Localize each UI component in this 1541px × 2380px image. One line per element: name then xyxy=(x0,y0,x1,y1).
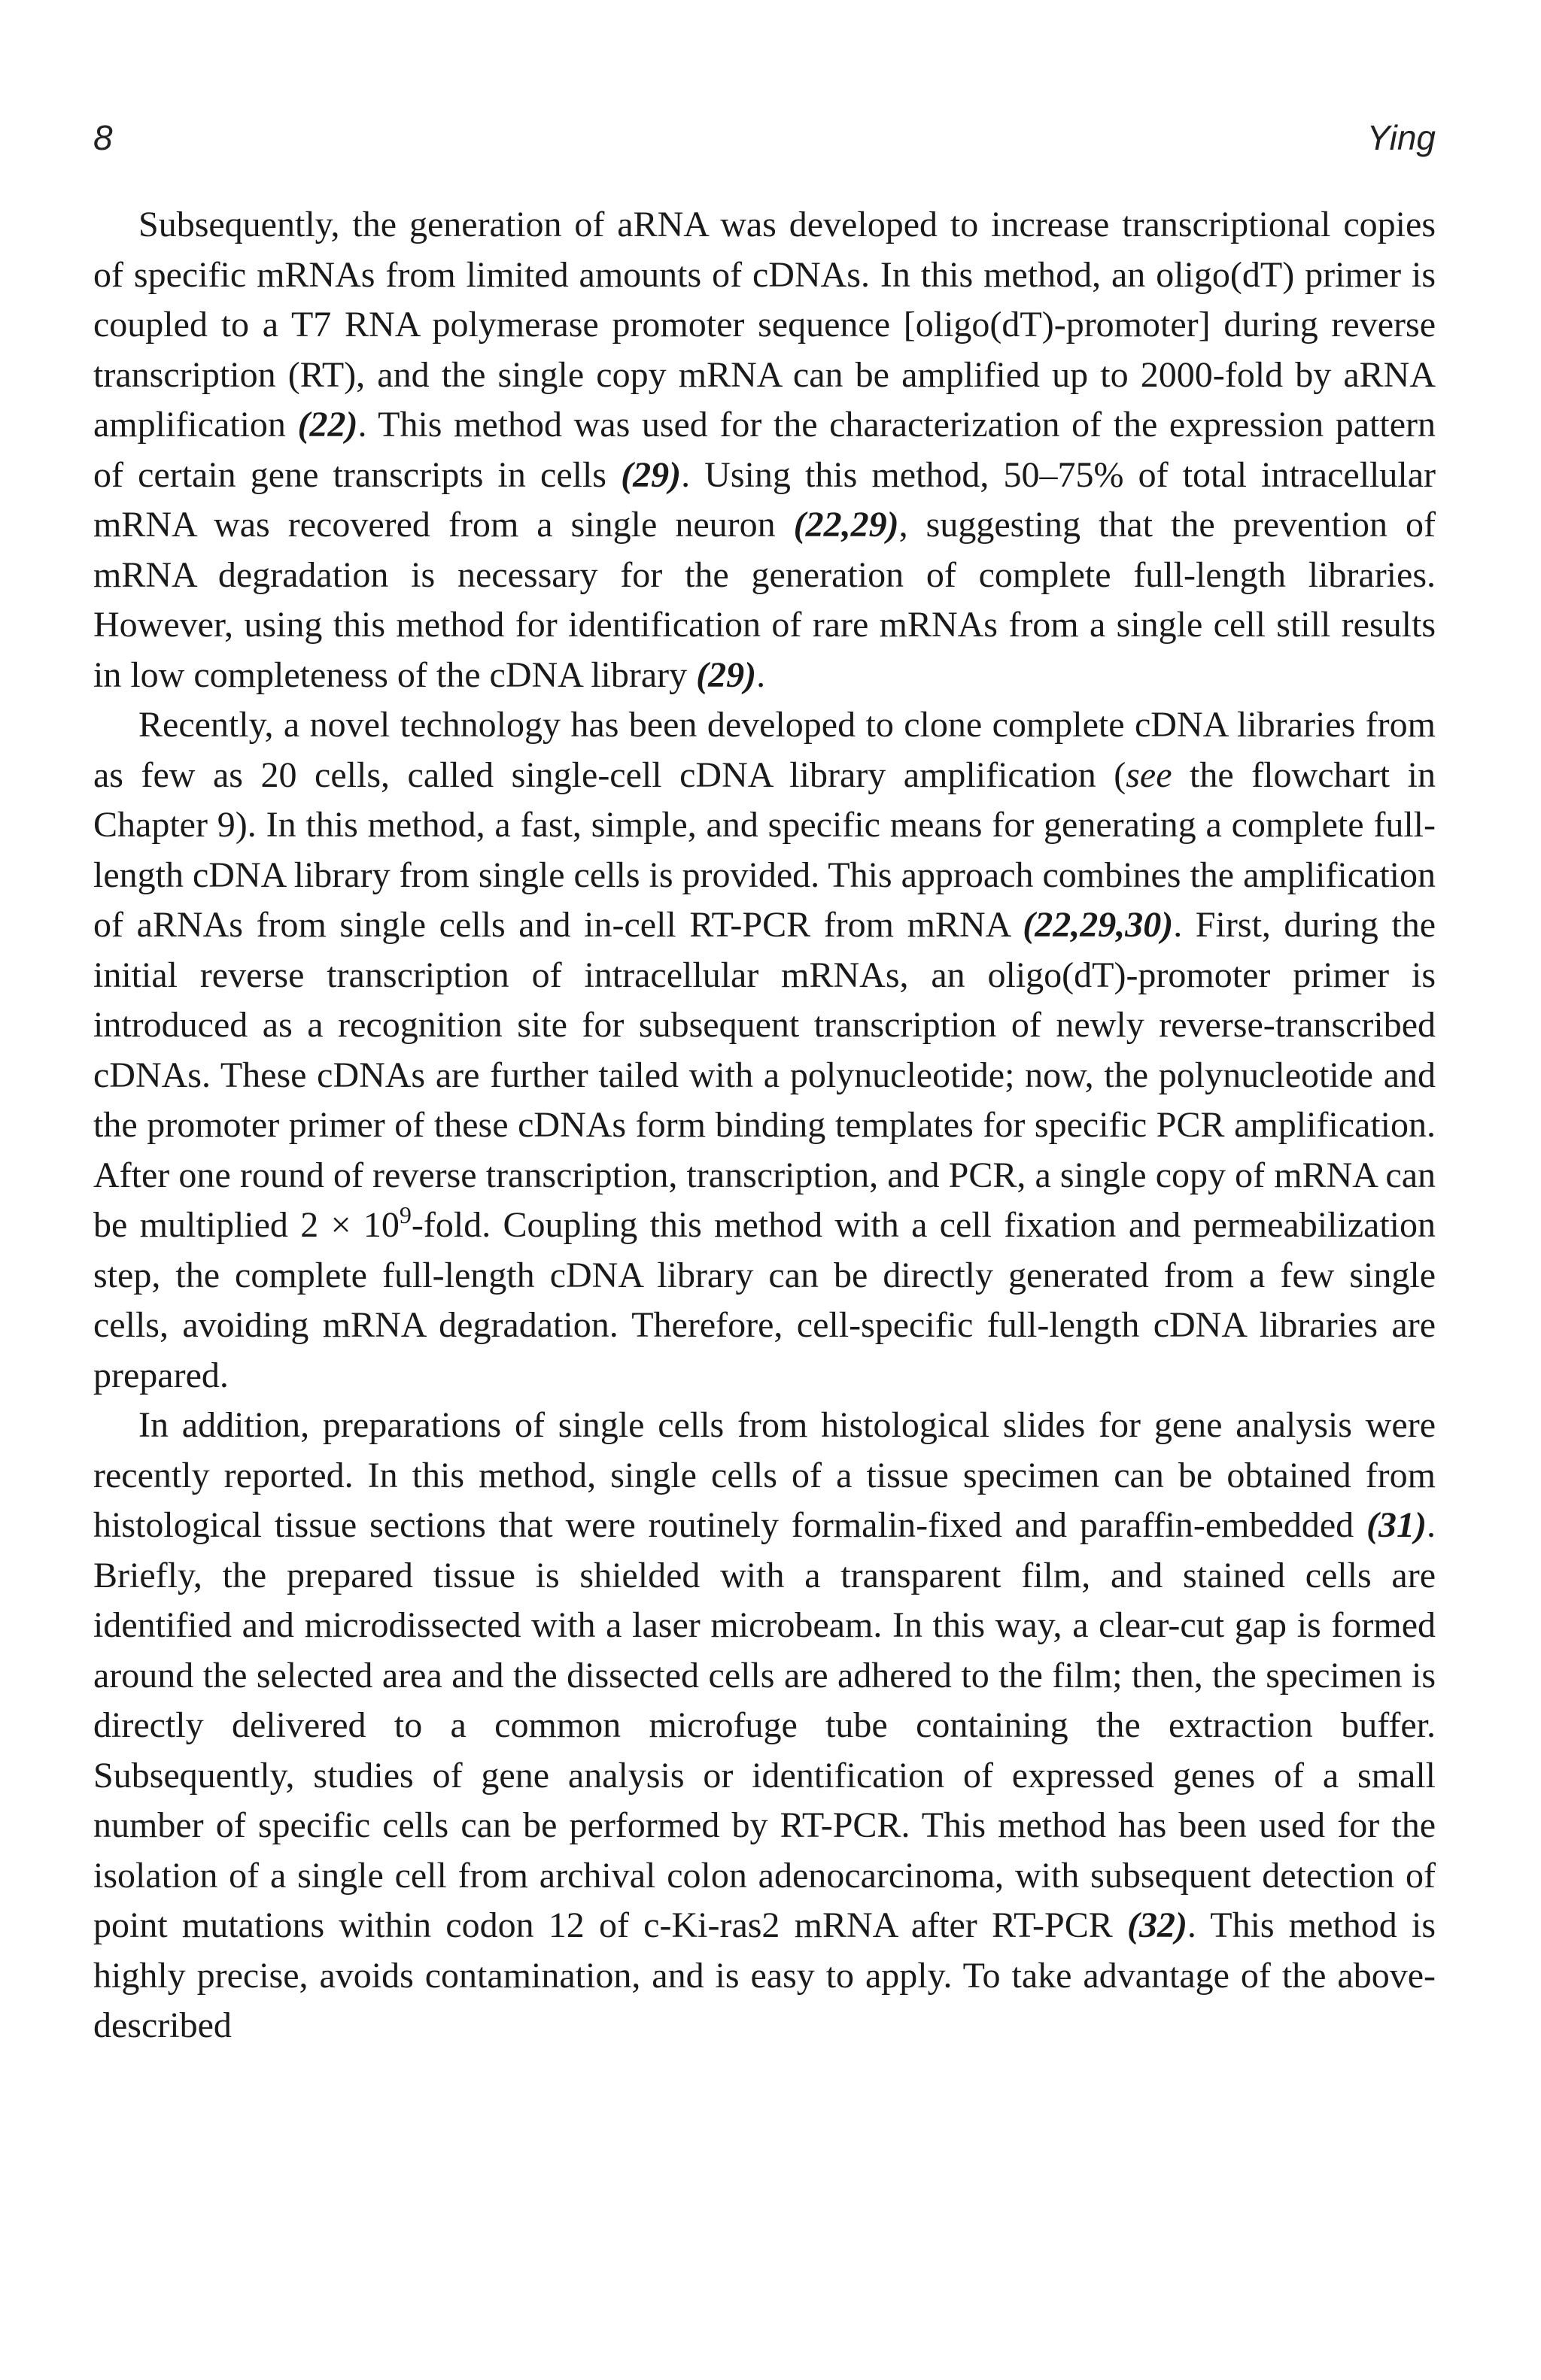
text-run: . This method was used for the characterization of the expression pattern of certain gene transcripts in cells xyxy=(93,405,1436,495)
running-head xyxy=(93,105,1436,165)
citation: (32) xyxy=(1126,1905,1187,1945)
see-reference: see xyxy=(1126,754,1172,795)
citation: (29) xyxy=(621,454,682,495)
text-run: Recently, a novel technology has been developed to clone complete cDNA libraries from as few as 20 cells, called single-cell cDNA library amplification ( xyxy=(93,705,1436,795)
text-run: . Using this method, 50–75% of total intracellular mRNA was recovered from a single neuron xyxy=(93,454,1436,545)
text-run: . This method is highly precise, avoids contamination, and is easy to apply. To take advantage of the above-described xyxy=(93,1905,1436,2045)
text-run: the flowchart in Chapter 9). In this method, a fast, simple, and specific means for generating a complete full-length cDNA library from single cells is provided. This approach combines the amplification of aRNAs from single cells and in-cell RT-PCR from mRNA xyxy=(93,754,1436,945)
running-title: Ying xyxy=(1366,118,1436,157)
exponent: 9 xyxy=(399,1201,412,1228)
citation: (29) xyxy=(696,654,757,695)
citation: (31) xyxy=(1366,1505,1427,1545)
paragraph-single-cell-cdna xyxy=(93,700,1436,1401)
citation: (22) xyxy=(297,405,358,445)
citation: (22,29,30) xyxy=(1023,905,1174,945)
text-run: , suggesting that the prevention of mRNA degradation is necessary for the generation of complete full-length libraries. However, using this method for identification of rare mRNAs from a single cell still results in low completeness of the cDNA library xyxy=(93,505,1436,695)
text-run: -fold. Coupling this method with a cell fixation and permeabilization step, the complete full-length cDNA library can be directly generated from a few single cells, avoiding mRNA degradation. Therefore, cell-specific full-length cDNA libraries are prepared. xyxy=(93,1205,1436,1395)
body-text xyxy=(93,200,1436,2051)
text-run: In addition, preparations of single cells from histological slides for gene analysis were recently reported. In this method, single cells of a tissue specimen can be obtained from histological tissue sections that were routinely formalin-fixed and paraffin-embedded xyxy=(93,1405,1436,1545)
paragraph-arna xyxy=(93,200,1436,700)
text-run: Subsequently, the generation of aRNA was developed to increase transcriptional copies of specific mRNAs from limited amounts of cDNAs. In this method, an oligo(dT) primer is coupled to a T7 RNA polymerase promoter sequence [oligo(dT)-promoter] during reverse transcription (RT), and the single copy mRNA can be amplified up to 2000-fold by aRNA amplification xyxy=(93,205,1436,445)
paragraph-histological xyxy=(93,1401,1436,2051)
text-run: . First, during the initial reverse transcription of intracellular mRNAs, an oligo(dT)-promoter primer is introduced as a recognition site for subsequent transcription of newly reverse-transcribed cDNAs. These cDNAs are further tailed with a polynucleotide; now, the polynucleotide and the promoter primer of these cDNAs form binding templates for specific PCR amplification. After one round of reverse transcription, transcription, and PCR, a single copy of mRNA can be multiplied 2 × 10 xyxy=(93,905,1436,1245)
page-number: 8 xyxy=(93,118,113,157)
text-run: . xyxy=(756,654,766,695)
citation: (22,29) xyxy=(793,505,899,545)
text-run: . Briefly, the prepared tissue is shielded with a transparent film, and stained cells are identified and microdissected with a laser microbeam. In this way, a clear-cut gap is formed around the selected area and the dissected cells are adhered to the film; then, the specimen is directly delivered to a common microfuge tube containing the extraction buffer. Subsequently, studies of gene analysis or identification of expressed genes of a small number of specific cells can be performed by RT-PCR. This method has been used for the isolation of a single cell from archival colon adenocarcinoma, with subsequent detection of point mutations within codon 12 of c-Ki-ras2 mRNA after RT-PCR xyxy=(93,1505,1436,1945)
